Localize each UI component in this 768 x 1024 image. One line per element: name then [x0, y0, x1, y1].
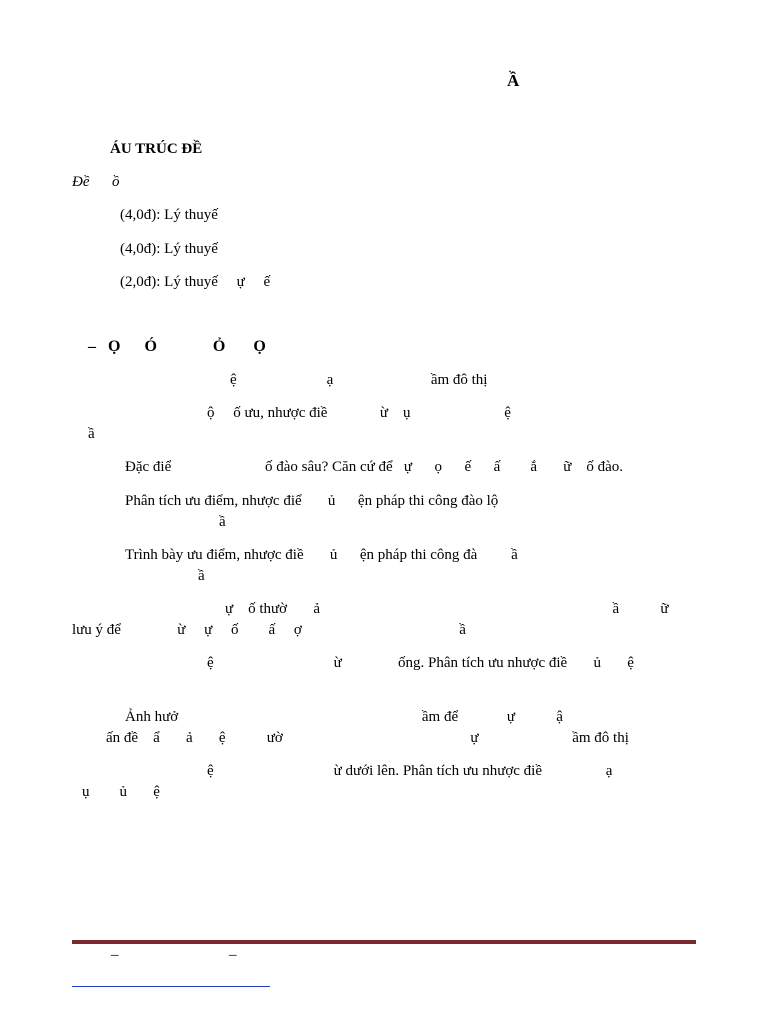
footer-dash: –: [111, 947, 119, 963]
chapter-heading: – Ọ Ó Ỏ Ọ: [88, 338, 266, 355]
section-heading: ÁU TRÚC ĐỀ: [110, 141, 203, 157]
question-line: ộ ố ưu, nhược điề ừ ụ ệ: [207, 405, 511, 421]
structure-subheading: Đề ồ: [72, 174, 120, 190]
question-line: ự ố thườ ả ầ ữ: [225, 601, 669, 617]
footer-dash: –: [229, 947, 237, 963]
structure-item: (2,0đ): Lý thuyế ự ế: [120, 274, 271, 290]
question-line: ệ ừ dưới lên. Phân tích ưu nhược điề ạ: [207, 763, 613, 779]
question-line: ấn đề ẩ ả ệ ườ ự ầm đô thị: [106, 730, 629, 746]
question-line: Đặc điể ố đào sâu? Căn cứ để ự ọ ế ấ ắ ữ ố đào.: [125, 459, 624, 475]
question-line: ầ: [198, 568, 205, 584]
question-line: Phân tích ưu điểm, nhược điể ủ ện pháp thi công đào lộ: [125, 493, 499, 509]
footer-link[interactable]: [72, 968, 270, 987]
question-line: ầ: [88, 426, 95, 442]
question-line: Trình bày ưu điểm, nhược điề ủ ện pháp thi công đà ầ: [125, 547, 518, 563]
question-line: ụ ủ ệ: [82, 784, 160, 800]
question-line: ầ: [219, 514, 226, 530]
footer-divider: [72, 940, 696, 944]
question-line: ệ ạ ầm đô thị: [230, 372, 488, 388]
structure-item: (4,0đ): Lý thuyế: [120, 207, 218, 223]
structure-item: (4,0đ): Lý thuyế: [120, 241, 218, 257]
question-line: Ảnh hưở ầm để ự ậ: [125, 709, 563, 725]
question-line: ệ ừ ống. Phân tích ưu nhược điề ủ ệ: [207, 655, 634, 671]
question-line: lưu ý để ừ ự ố ấ ợ ầ: [72, 622, 466, 638]
document-title: Ầ: [507, 71, 520, 90]
